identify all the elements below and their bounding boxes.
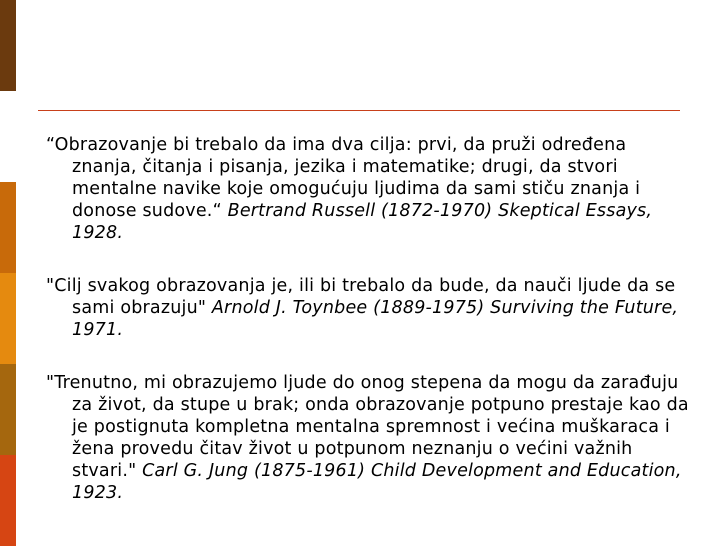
decor-bar-orange [0, 182, 16, 273]
decor-bar-dark-brown [0, 0, 16, 91]
quote-toynbee [46, 275, 694, 341]
quote-source: Bertrand Russell (1872-1970) Skeptical Essays, 1928. [72, 201, 653, 243]
quote-source: Arnold J. Toynbee (1889-1975) Surviving the Future, 1971. [72, 298, 679, 340]
quote-jung [46, 372, 694, 504]
decor-bar-light-orange [0, 273, 16, 364]
decor-bar-brown [0, 364, 16, 455]
quotes-body [46, 134, 694, 535]
quote-russell [46, 134, 694, 244]
title-divider-line [38, 110, 680, 111]
quote-source: Carl G. Jung (1875-1961) Child Development and Education, 1923. [72, 461, 682, 503]
quote-text: “Obrazovanje bi trebalo da ima dva cilja: prvi, da pruži određena znanja, čitanja i pisanja, jezika i matematike; drugi, da stvori mentalne navike koje omogućuju ljudima da sami stiču znanja i donose sudove.“ [46, 135, 641, 221]
decor-bar-white [0, 91, 16, 182]
quote-text: "Trenutno, mi obrazujemo ljude do onog stepena da mogu da zarađuju za život, da stupe u brak; onda obrazovanje potpuno prestaje kao da je postignuta kompletna mentalna spremnost i većina muškaraca i žena provedu čitav život u potpunom neznanju o većini važnih stvari." [46, 373, 689, 481]
decor-bar-red-orange [0, 455, 16, 546]
quote-text: "Cilj svakog obrazovanja je, ili bi trebalo da bude, da nauči ljude da se sami obrazuju" [46, 276, 676, 318]
